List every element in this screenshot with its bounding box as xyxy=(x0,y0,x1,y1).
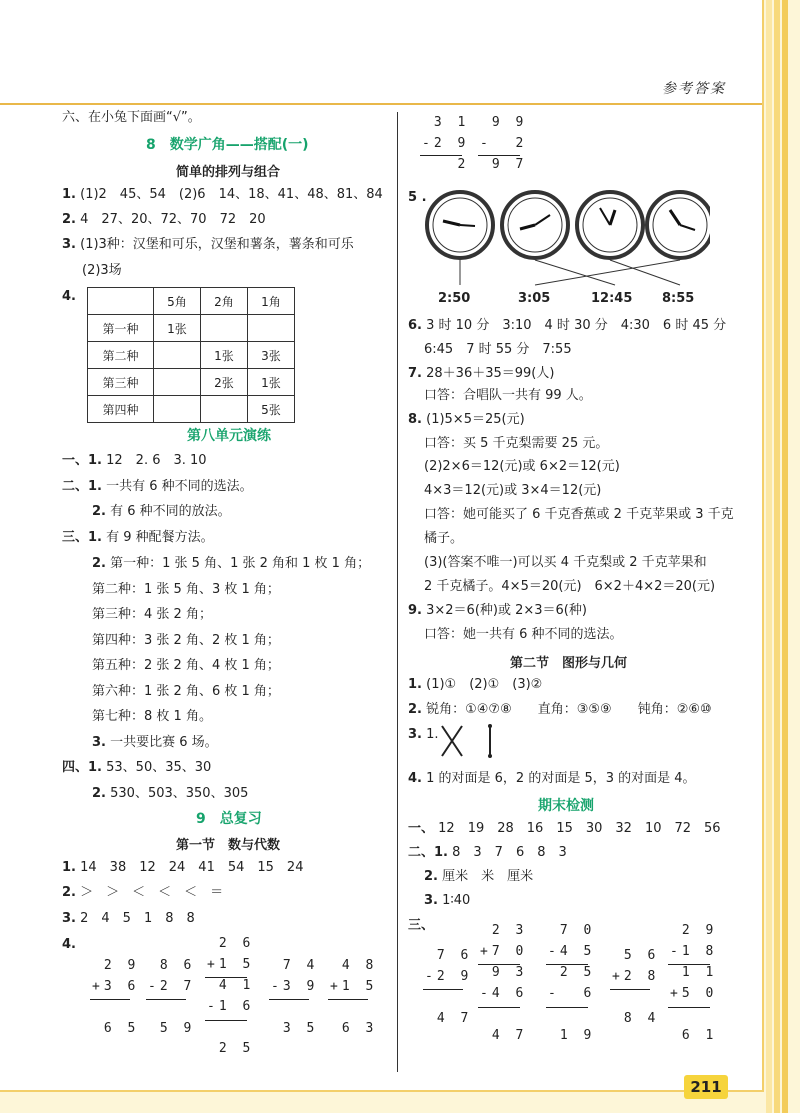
u2-line: 二、1. 一共有 6 种不同的选法。 xyxy=(62,479,253,494)
u4-2-line: 2. 530、503、350、305 xyxy=(92,786,249,801)
calc-bar xyxy=(478,155,520,156)
clock-3 xyxy=(577,192,643,258)
u3-1-text: 有 9 种配餐方法。 xyxy=(106,530,214,545)
clock-4 xyxy=(647,192,710,258)
q8b-text: 口答：买 5 千克梨需要 25 元。 xyxy=(424,436,609,451)
calc-bar xyxy=(90,999,130,1000)
g4-line: 4. 1 的对面是 6，2 的对面是 5，3 的对面是 4。 xyxy=(408,771,696,786)
g2-text: 锐角：①④⑦⑧ 直角：③⑤⑨ 钝角：②⑥⑩ xyxy=(426,702,712,717)
q8g-text: (3)(答案不唯一)可以买 4 千克梨或 2 千克苹果和 xyxy=(424,555,707,570)
calc-29-36: 2 9 +3 6 6 5 xyxy=(92,958,140,1036)
calc-99-2: 9 9 - 2 9 7 xyxy=(480,115,528,172)
page-number: 211 xyxy=(684,1075,728,1099)
r3-text: 2 4 5 1 8 8 xyxy=(80,911,195,926)
q8h-text: 2 千克橘子。4×5＝20(元) 6×2＋4×2＝20(元) xyxy=(424,579,716,594)
u3-2-text: 第一种：1 张 5 角、1 张 2 角和 1 枚 1 角； xyxy=(110,556,371,571)
q8d-text: 4×3＝12(元)或 3×4＝12(元) xyxy=(424,483,602,498)
q8e-text: 口答：她可能买了 6 千克香蕉或 2 千克苹果或 3 千克 xyxy=(424,507,734,522)
column-divider xyxy=(397,112,398,1072)
q2-line: 2. 4 27、20、72、70 72 20 xyxy=(62,212,266,227)
u4-line: 四、1. 53、50、35、30 xyxy=(62,760,212,775)
u2-2-text: 有 6 种不同的放法。 xyxy=(110,504,231,519)
u1-text: 12 2. 6 3. 10 xyxy=(106,453,207,468)
table-row xyxy=(88,288,295,315)
calc-bar xyxy=(205,977,247,978)
q1-line: 1. (1)2 45、54 (2)6 14、18、41、48、81、84 xyxy=(62,187,383,202)
q8-line: 8. (1)5×5＝25(元) xyxy=(408,412,525,427)
u3-2-line: 2. 第一种：1 张 5 角、1 张 2 角和 1 枚 1 角； xyxy=(92,556,371,571)
u1-line: 一、1. 12 2. 6 3. 10 xyxy=(62,453,207,468)
calc-23-70: 2 3 +7 0 9 3 -4 6 4 7 xyxy=(480,923,528,1043)
time-label-4: 8:55 xyxy=(662,291,695,306)
clock-1 xyxy=(427,192,493,258)
calc-76-29: 7 6 -2 9 4 7 xyxy=(425,948,473,1026)
calc-bar xyxy=(478,1007,520,1008)
calc-48-15: 4 8 +1 5 6 3 xyxy=(330,958,378,1036)
u2-1-text: 一共有 6 种不同的选法。 xyxy=(106,479,253,494)
time-label-3: 12:45 xyxy=(591,291,633,306)
page-edge xyxy=(774,0,780,1113)
match-line xyxy=(535,260,615,285)
table-cell: 2角 xyxy=(201,288,248,315)
match-line xyxy=(610,260,680,285)
calc-31-29: 3 1 -2 9 2 xyxy=(422,115,470,172)
r2-text: ＞ ＞ ＜ ＜ ＜ ＝ xyxy=(80,885,224,900)
calc-bar xyxy=(546,964,588,965)
calc-70-45: 7 0 -4 5 2 5 - 6 1 9 xyxy=(548,923,596,1043)
table-cell: 第二种 xyxy=(88,342,154,369)
table-row xyxy=(88,369,295,396)
r2-line: 2. ＞ ＞ ＜ ＜ ＜ ＝ xyxy=(62,885,224,900)
u3-line: 三、1. 有 9 种配餐方法。 xyxy=(62,530,214,545)
clocks-figure xyxy=(425,190,710,305)
table-cell xyxy=(201,396,248,423)
calc-bar xyxy=(668,964,710,965)
match-line xyxy=(535,260,680,285)
g1-line: 1. (1)① (2)① (3)② xyxy=(408,677,543,692)
f2-3-line: 3. 1∶40 xyxy=(424,893,471,908)
page-edge xyxy=(782,0,788,1113)
calc-bar xyxy=(478,964,520,965)
g3-line: 3. 1. xyxy=(408,727,439,742)
table-cell xyxy=(154,396,201,423)
g1-text: (1)① (2)① (3)② xyxy=(426,677,543,692)
q2-text: 4 27、20、72、70 72 20 xyxy=(80,212,266,227)
q3b-text: (2)3场 xyxy=(82,263,122,278)
section-8-title: 8 数学广角——搭配(一) xyxy=(146,137,309,153)
calc-bar xyxy=(146,999,186,1000)
q9a-text: 3×2＝6(种)或 2×3＝6(种) xyxy=(426,603,587,618)
table-cell: 5角 xyxy=(154,288,201,315)
u3-2d-text: 第四种：3 张 2 角、2 枚 1 角； xyxy=(92,633,280,648)
q8c-text: (2)2×6＝12(元)或 6×2＝12(元) xyxy=(424,459,620,474)
f2-line: 二、1. 8 3 7 6 8 3 xyxy=(408,845,567,860)
table-cell xyxy=(154,342,201,369)
table-row xyxy=(88,315,295,342)
q8f-text: 橘子。 xyxy=(424,531,464,546)
r1-text: 14 38 12 24 41 54 15 24 xyxy=(80,860,304,875)
u3-3-text: 一共要比赛 6 场。 xyxy=(110,735,218,750)
g2-line: 2. 锐角：①④⑦⑧ 直角：③⑤⑨ 钝角：②⑥⑩ xyxy=(408,702,712,717)
table-row xyxy=(88,342,295,369)
r1-line: 1. 14 38 12 24 41 54 15 24 xyxy=(62,860,304,875)
q7a-text: 28＋36＋35＝99(人) xyxy=(426,366,555,381)
table-cell xyxy=(88,288,154,315)
u3-2g-text: 第七种：8 枚 1 角。 xyxy=(92,709,212,724)
q1-text: (1)2 45、54 (2)6 14、18、41、48、81、84 xyxy=(80,187,383,202)
table-cell: 5张 xyxy=(248,396,295,423)
q6b-text: 6:45 7 时 55 分 7:55 xyxy=(424,342,572,357)
calc-56-28: 5 6 +2 8 8 4 xyxy=(612,948,660,1026)
header-label: 参考答案 xyxy=(662,81,726,97)
u3-2c-text: 第三种：4 张 2 角； xyxy=(92,607,212,622)
r3-line: 3. 2 4 5 1 8 8 xyxy=(62,911,195,926)
final-title: 期末检测 xyxy=(538,798,594,814)
calc-bar xyxy=(420,155,462,156)
g3-text: 1. xyxy=(426,727,439,742)
q8a-text: (1)5×5＝25(元) xyxy=(426,412,525,427)
calc-26-15: 2 6 +1 5 4 1 -1 6 2 5 xyxy=(207,936,255,1056)
calc-bar xyxy=(205,1020,247,1021)
u3-3-line: 3. 一共要比赛 6 场。 xyxy=(92,735,218,750)
calc-74-39: 7 4 -3 9 3 5 xyxy=(271,958,319,1036)
time-label-2: 3:05 xyxy=(518,291,551,306)
f2-3-text: 1∶40 xyxy=(442,893,471,908)
table-cell xyxy=(248,315,295,342)
q9-line: 9. 3×2＝6(种)或 2×3＝6(种) xyxy=(408,603,587,618)
table-cell: 2张 xyxy=(201,369,248,396)
calc-bar xyxy=(269,999,309,1000)
calc-bar xyxy=(546,1007,588,1008)
header-rule xyxy=(0,103,762,105)
table-cell: 第一种 xyxy=(88,315,154,342)
calc-86-27: 8 6 -2 7 5 9 xyxy=(148,958,196,1036)
f1-text: 12 19 28 16 15 30 32 10 72 56 xyxy=(438,821,721,836)
calc-bar xyxy=(610,989,650,990)
geometry-title: 第二节 图形与几何 xyxy=(510,656,628,671)
table-cell: 1张 xyxy=(201,342,248,369)
f2-2-text: 厘米 米 厘米 xyxy=(442,869,534,884)
q4-label: 4. xyxy=(62,289,76,304)
calc-bar xyxy=(328,999,368,1000)
q7-line: 7. 28＋36＋35＝99(人) xyxy=(408,366,555,381)
table-cell: 1张 xyxy=(248,369,295,396)
f3-label: 三、 xyxy=(408,918,435,933)
q3-line: 3. (1)3种：汉堡和可乐，汉堡和薯条，薯条和可乐 xyxy=(62,237,354,252)
u4-1-text: 53、50、35、30 xyxy=(106,760,212,775)
table-cell xyxy=(154,369,201,396)
table-cell: 第四种 xyxy=(88,396,154,423)
page-edge xyxy=(766,0,772,1113)
r4-label: 4. xyxy=(62,937,76,952)
combination-table xyxy=(87,287,295,423)
u4-2-text: 530、503、350、305 xyxy=(110,786,249,801)
u2-2-line: 2. 有 6 种不同的放法。 xyxy=(92,504,231,519)
table-cell: 3张 xyxy=(248,342,295,369)
q6a-text: 3 时 10 分 3:10 4 时 30 分 4:30 6 时 45 分 xyxy=(426,318,727,333)
calc-29-18: 2 9 -1 8 1 1 +5 0 6 1 xyxy=(670,923,718,1043)
calc-bar xyxy=(668,1007,710,1008)
table-cell: 1张 xyxy=(154,315,201,342)
q3a-text: (1)3种：汉堡和可乐，汉堡和薯条，薯条和可乐 xyxy=(80,237,354,252)
table-row xyxy=(88,396,295,423)
table-cell xyxy=(201,315,248,342)
f2-1-text: 8 3 7 6 8 3 xyxy=(452,845,567,860)
section-9-title: 9 总复习 xyxy=(196,811,262,827)
intro-line: 六、在小兔下面画“√”。 xyxy=(62,110,201,125)
g4-text: 1 的对面是 6，2 的对面是 5，3 的对面是 4。 xyxy=(426,771,696,786)
section-9-subtitle: 第一节 数与代数 xyxy=(176,838,281,853)
q6-line: 6. 3 时 10 分 3:10 4 时 30 分 4:30 6 时 45 分 xyxy=(408,318,727,333)
segment-figure xyxy=(438,722,498,762)
table-cell: 第三种 xyxy=(88,369,154,396)
u3-2b-text: 第二种：1 张 5 角、3 枚 1 角； xyxy=(92,582,280,597)
q9b-text: 口答：她一共有 6 种不同的选法。 xyxy=(424,627,623,642)
u3-2e-text: 第五种：2 张 2 角、4 枚 1 角； xyxy=(92,658,280,673)
unit-8-title: 第八单元演练 xyxy=(187,428,271,444)
f1-line: 一、 12 19 28 16 15 30 32 10 72 56 xyxy=(408,821,721,836)
q5-label: 5 . xyxy=(408,190,427,205)
q7b-text: 口答：合唱队一共有 99 人。 xyxy=(424,388,592,403)
table-cell: 1角 xyxy=(248,288,295,315)
f2-2-line: 2. 厘米 米 厘米 xyxy=(424,869,534,884)
time-label-1: 2:50 xyxy=(438,291,471,306)
section-8-subtitle: 简单的排列与组合 xyxy=(176,165,281,180)
u3-2f-text: 第六种：1 张 2 角、6 枚 1 角； xyxy=(92,684,280,699)
clock-2 xyxy=(502,192,568,258)
calc-bar xyxy=(423,989,463,990)
